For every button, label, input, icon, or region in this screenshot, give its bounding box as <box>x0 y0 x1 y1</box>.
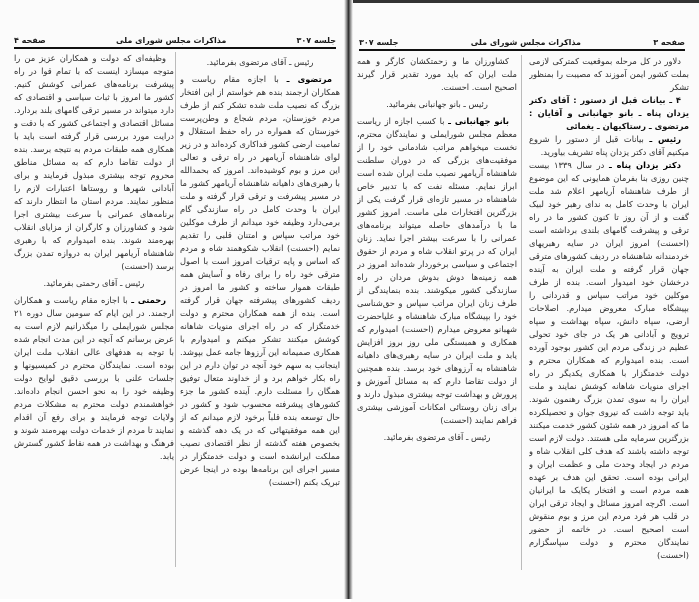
speech-paragraph <box>357 55 517 94</box>
presiding-remark: رئیس ـ آقای مرتضوی بفرمائید. <box>206 57 314 67</box>
presiding-remark: رئیس ـ آقای مرتضوی بفرمائید. <box>383 432 491 442</box>
book-gutter <box>344 0 353 599</box>
left-page <box>0 0 348 599</box>
speech-paragraph <box>529 133 689 159</box>
speaker-name: رئیس ـ <box>649 134 681 144</box>
presiding-remark: رئیس ـ آقای رحمتی بفرمائید. <box>43 278 145 288</box>
presiding-remark: رئیس ـ بانو جهانبانی بفرمائید. <box>386 99 488 109</box>
speech-text: کشاورزان ما و زحمتکشان کارگر و همه ملت ایران که باید مورد تقدیر قرار گیرند اصحیح است. احسنت. <box>357 56 517 92</box>
speech-paragraph <box>357 115 517 427</box>
speech-text: با اجازه مقام ریاست و همکاران ارجمند. در این ایام که سومین سال دوره ۲۱ مجلس شورایملی را میگذرانیم لازم است به عرض برسانم که آنچه در این مدت انجام شده با توجه به هدفهای عالی انقلاب ملت ایران بوده است. نمایندگان محترم در کمیسیونها و جلسات علنی با بررسی دقیق لوایح دولت وظیفه خود را به نحو احسن انجام داده‌اند. خواهشمندم دولت محترم به مشکلات مردم ولایات توجه فرمایند و برای رفع آن اقدام نمایند تا مردم از خدمات دولت بهره‌مند شوند و فرهنگ و بهداشت در همه نقاط کشور گسترش یابد. <box>14 295 174 461</box>
column-divider <box>521 55 522 570</box>
text-column-left <box>14 52 174 567</box>
speech-text: بیانات قبل از دستور را شروع میکنیم آقای دکتر یزدان پناه تشریف بیاورید. <box>529 134 689 157</box>
speech-text: وظیفه‌ای که دولت و همکاران عزیز من را متوجه میسازد اینست که با تمام قوا در راه پیشرفت برنامه‌های عمرانی کوشش کنیم. کشور ما امروز با ثبات سیاسی و اقتصادی که دارد میتواند در مسیر ترقی گامهای بلند بردارد. مسائل اقتصادی و اجتماعی کشور که با دقت و درایت مورد بررسی قرار گرفته است باید با همکاری همه طبقات مردم به نتیجه برسد. بنده از دولت تقاضا دارم که به مسائل مناطق محروم توجه بیشتری مبذول فرمایند و برای آبادانی شهرها و روستاها اعتبارات لازم را منظور نمایند. مردم استان ما انتظار دارند که برنامه‌های عمرانی با سرعت بیشتری اجرا شود و کشاورزان و کارگران از مزایای انقلاب بهره‌مند شوند. بنده امیدوارم که با رهبری شاهنشاه آریامهر ایران به دروازه تمدن بزرگ برسد (احسنت) <box>14 53 174 271</box>
speech-paragraph <box>14 52 174 273</box>
speaker-name: رحمتی ـ <box>131 295 166 305</box>
text-column-left <box>357 55 517 570</box>
speech-text: دلاور در کل مرحله بموقعیت کمترکی لازمی بملت کشور ایمن آموزند که مصیبت را بمنظور تشکر <box>529 56 689 92</box>
speaker-name: دکتر یزدان پناه ـ <box>608 160 682 170</box>
speech-text: در سال ۱۳۳۹ بیست چنین روزی بنا بفرمان همایونی که این موضوع از طرف شاهنشاه آریامهر اعلام شد ملت ایران با وحدت کامل به ندای رهبر خود لبیک گفت و از آن روز تا کنون کشور ما در راه ترقی و پیشرفت گامهای بلندی برداشته است (احسنت) امروز ایران در سایه رهبریهای خردمندانه شاهنشاه در ردیف کشورهای مترقی جهان قرار گرفته و ملت ایران به آینده درخشان خود امیدوار است. بنده از طرف موکلین خود مراتب سپاس و قدردانی را بپیشگاه مبارک معروض میدارم. اصلاحات ارضی، سپاه دانش، سپاه بهداشت و سپاه ترویج و آبادانی هر یک در جای خود تحولی عظیم در زندگی مردم این کشور بوجود آورده است. بنده امیدوارم که همکاران محترم و دولت خدمتگزار با همکاری یکدیگر در راه اجرای منویات شاهانه کوشش نمایند و ملت ایران را به سوی تمدن بزرگ رهنمون شوند. باید توجه داشت که نیروی جوان و تحصیلکرده ما که امروز در همه شئون کشور خدمت میکنند بزرگترین سرمایه ملی هستند. دولت لازم است توجه داشته باشند که هدف کلی انقلاب شاه و مردم در ایجاد وحدت ملی و عظمت ایران و ایرانی بوده است. تحقق این هدف بر عهده همه مردم است و افتخار یکایک ما ایرانیان است. اگرچه امروز مسائل و ایجاد ترقی ایران در قلب هر فرد مردم این مرز و بوم منقوش است اصحیح است. در خاتمه از حضور نمایندگان محترم و دولت سپاسگزارم (احسنت) <box>529 160 689 560</box>
column-divider <box>175 52 176 567</box>
speech-paragraph <box>180 73 340 489</box>
speech-paragraph <box>529 55 689 94</box>
page-header <box>359 35 685 51</box>
speech-paragraph <box>14 294 174 463</box>
text-column-right <box>180 52 340 567</box>
agenda-item: ۴ ـ بیانات قبل از دستور : آقای دکتر یزدان پناه ـ بانو جهانبانی و آقایان : مرتضوی ـ رستاکیهان ـ یغمائی <box>529 95 689 131</box>
page-number: صفحه ۴ <box>14 36 46 45</box>
session-number: جلسه ۳۰۷ <box>296 36 336 45</box>
speaker-name: بانو جهانبانی ـ <box>448 116 509 126</box>
speech-text: با کسب اجازه از ریاست معظم مجلس شورایملی و نمایندگان محترم، نخست میخواهم مراتب شادمانی خود را از موفقیت‌های بزرگی که در دوران سلطنت شاهنشاه آریامهر نصیب ملت ایران شده است ابراز نمایم. مسئله نفت که با تدبیر خاص شاهنشاه در مسیر تازه‌ای قرار گرفت یکی از بزرگترین افتخارات ملی ماست. امروز کشور ما با درآمدهای حاصله میتواند برنامه‌های عمرانی را با سرعت بیشتر اجرا نماید. زنان ایران که در پرتو انقلاب شاه و مردم از حقوق اجتماعی و سیاسی برخوردار شده‌اند امروز در همه زمینه‌ها دوش بدوش مردان در راه سازندگی کشور میکوشند. بنده بنمایندگی از طرف زنان ایران مراتب سپاس و حق‌شناسی خود را بپیشگاه مبارک شاهنشاه و علیاحضرت شهبانو معروض میدارم (احسنت) امیدوارم که همکاری و همبستگی ملی روز بروز افزایش یابد و ملت ایران در سایه رهبری‌های داهیانه شاهنشاه به آرزوهای خود برسد. بنده همچنین از دولت تقاضا دارم که به مسائل آموزش و پرورش و بهداشت توجه بیشتری مبذول دارند و برای زنان روستائی امکانات آموزشی بیشتری فراهم نمایند (احسنت) <box>357 116 517 425</box>
session-number: جلسه ۳۰۷ <box>359 38 399 47</box>
page-header <box>14 33 336 49</box>
text-column-right <box>529 55 689 570</box>
speech-paragraph <box>529 159 689 562</box>
right-page <box>351 0 699 602</box>
speech-text: با اجازه مقام ریاست و همکاران ارجمند بنده هم خواستم از این افتخار بزرگ که نصیب ملت شده تشکر کنم از طرف مردم خوزستان، مردم شجاع و وطن‌پرست خوزستان که همواره در راه حفظ استقلال و تمامیت ارضی کشور فداکاری کرده‌اند و در زیر لوای شاهنشاه آریامهر در راه ترقی و تعالی این مرز و بوم کوشیده‌اند. امروز که بحمدالله با رهبری‌های داهیانه شاهنشاه آریامهر کشور ما در مسیر پیشرفت و ترقی قرار گرفته و ملت ایران با وحدت کامل در راه سازندگی گام برمی‌دارد وظیفه خود میدانم از طرف موکلین خود مراتب سپاس و امتنان قلبی را تقدیم نمایم (احسنت) انقلاب شکوهمند شاه و مردم که اساس و پایه ترقیات امروز است با اصول مترقی خود راه را برای رفاه و آسایش همه طبقات هموار ساخته و کشور ما امروز در ردیف کشورهای پیشرفته جهان قرار گرفته است. بنده از همه همکاران محترم و دولت خدمتگزار که در راه اجرای منویات شاهانه کوشش میکنند تشکر میکنم و امیدوارم با همکاری صمیمانه این آرزوها جامه عمل بپوشد. اینجانب به سهم خود آنچه در توان دارم در این راه بکار خواهم برد و از خداوند متعال توفیق همگان را مسئلت دارم. آینده کشور ما جزء کشورهای پیشرفته محسوب شود و کشور در حال توسعه بنده قلباً برخود لازم میدانم که از این همه موفقیتهائی که در یک دهه گذشته و بخصوص هفته گذشته از نظر اقتصادی نصیب مملکت ایرانشده است و دولت خدمتگزار در مسیر اجرای این برنامه‌ها بوده در اینجا عرض تبریک بکنم (احسنت) <box>180 74 340 487</box>
running-title: مذاکرات مجلس شورای ملی <box>470 38 581 47</box>
running-title: مذاکرات مجلس شورای ملی <box>116 36 227 45</box>
speaker-name: مرتضوی ـ <box>286 74 333 84</box>
page-number: صفحه ۳ <box>653 38 685 47</box>
